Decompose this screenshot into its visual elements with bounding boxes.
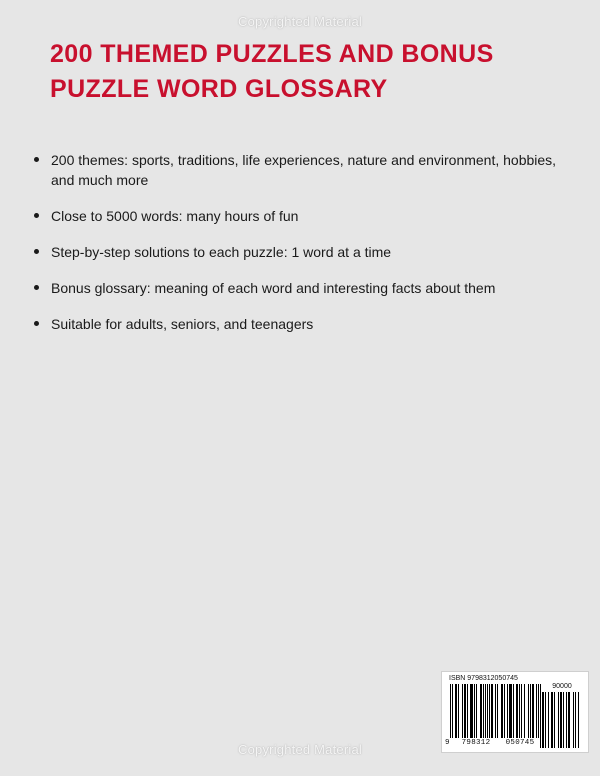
feature-list xyxy=(34,150,574,350)
barcode-bar xyxy=(452,684,453,738)
isbn-digits-left: 798312 xyxy=(461,739,491,747)
barcode-bar xyxy=(530,684,531,738)
feature-text: Close to 5000 words: many hours of fun xyxy=(51,208,299,224)
isbn-label: ISBN 9798312050745 xyxy=(449,675,518,682)
bullet-icon xyxy=(34,249,39,254)
watermark-bottom: Copyrighted Material xyxy=(238,742,362,757)
barcode-bar xyxy=(513,684,514,738)
barcode-bar xyxy=(578,692,579,748)
bullet-icon xyxy=(34,213,39,218)
barcode-bar xyxy=(573,692,574,748)
isbn-digits-right: 050745 xyxy=(505,739,535,747)
barcode-bar xyxy=(450,684,451,738)
feature-item xyxy=(34,314,574,334)
barcode-bar xyxy=(487,684,488,738)
barcode-bar xyxy=(528,684,529,738)
barcode-bar xyxy=(509,684,512,738)
barcode-bar xyxy=(497,684,498,738)
barcode-bar xyxy=(507,684,508,738)
barcode-bar xyxy=(470,684,473,738)
barcode-bar xyxy=(485,684,486,738)
barcode-bar xyxy=(548,692,549,748)
barcode-bar xyxy=(483,684,484,738)
price-code: 90000 xyxy=(552,683,572,690)
barcode-bars xyxy=(450,684,543,738)
title-line-1: 200 THEMED PUZZLES AND BONUS xyxy=(50,40,494,68)
barcode-bar xyxy=(524,684,525,738)
feature-text: Bonus glossary: meaning of each word and interesting facts about them xyxy=(51,280,496,296)
barcode-bar xyxy=(495,684,496,738)
barcode-bar xyxy=(464,684,466,738)
isbn-barcode xyxy=(441,671,589,753)
bullet-icon xyxy=(34,285,39,290)
barcode-bar xyxy=(504,684,505,738)
feature-item xyxy=(34,242,574,262)
bullet-icon xyxy=(34,321,39,326)
barcode-bar xyxy=(521,684,522,738)
barcode-bar xyxy=(462,684,463,738)
watermark-top: Copyrighted Material xyxy=(238,14,362,29)
barcode-bar xyxy=(474,684,475,738)
barcode-bar xyxy=(476,684,477,738)
barcode-bar xyxy=(480,684,482,738)
barcode-bar xyxy=(467,684,468,738)
barcode-bar xyxy=(563,692,564,748)
feature-item xyxy=(34,150,574,190)
barcode-bar xyxy=(551,692,553,748)
barcode-bar xyxy=(568,692,570,748)
barcode-bar xyxy=(491,684,493,738)
feature-text: Suitable for adults, seniors, and teenagers xyxy=(51,316,314,332)
barcode-bar xyxy=(458,684,459,738)
barcode-bar xyxy=(455,684,457,738)
barcode-bar xyxy=(575,692,576,748)
feature-item xyxy=(34,206,574,226)
isbn-digit-first: 9 xyxy=(445,739,450,747)
barcode-bar xyxy=(545,692,546,748)
barcode-bar xyxy=(554,692,555,748)
barcode-bar xyxy=(538,684,539,738)
barcode-bar xyxy=(501,684,503,738)
barcode-bar xyxy=(489,684,490,738)
barcode-bar xyxy=(558,692,559,748)
barcode-bar xyxy=(532,684,534,738)
feature-text: Step-by-step solutions to each puzzle: 1 word at a time xyxy=(51,244,392,260)
barcode-bar xyxy=(516,684,518,738)
barcode-bar xyxy=(536,684,537,738)
barcode-bar xyxy=(519,684,520,738)
price-barcode-bars xyxy=(540,692,582,748)
feature-item xyxy=(34,278,574,298)
title-line-2: PUZZLE WORD GLOSSARY xyxy=(50,75,388,103)
bullet-icon xyxy=(34,157,39,162)
barcode-bar xyxy=(566,692,567,748)
cover-title xyxy=(50,37,570,107)
feature-text: 200 themes: sports, traditions, life experiences, nature and environment, hobbies, and much more xyxy=(51,152,557,188)
barcode-bar xyxy=(560,692,562,748)
